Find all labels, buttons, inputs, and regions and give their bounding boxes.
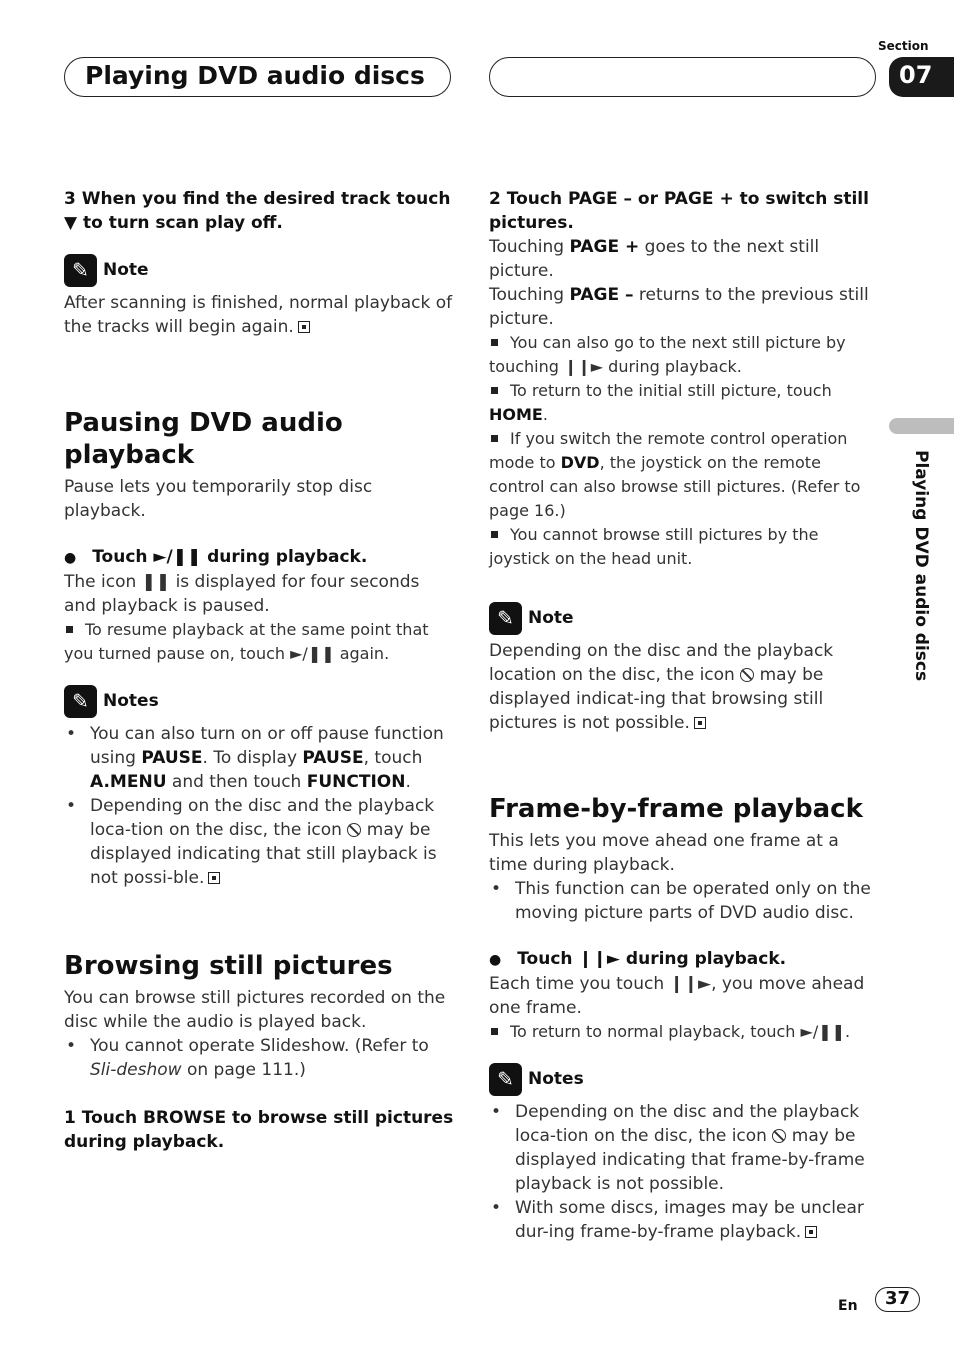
step-1: 1 Touch BROWSE to browse still pictures during playback. — [64, 1108, 454, 1152]
pause-description: The icon ❚❚ is displayed for four seconds and playback is paused. — [64, 572, 420, 616]
prohibited-icon — [740, 668, 754, 682]
heading-frame: Frame-by-frame playback — [489, 794, 863, 824]
notes-bullet-still: • Depending on the disc and the playback loca-tion on the disc, the icon may be displayed indicating that still playback is not possi-ble. — [64, 794, 456, 890]
tip-next-picture: You can also go to the next still picture by touching ❙❙► during playback. — [489, 333, 846, 376]
square-bullet-icon — [66, 626, 73, 633]
pencil-icon: ✎ — [64, 685, 97, 718]
pencil-icon: ✎ — [489, 1063, 522, 1096]
note-browse-text: Depending on the disc and the playback location on the disc, the icon may be displayed indicat-ing that browsing still pictures is not possible. — [489, 641, 834, 733]
pause-step: ● Touch ►/❚❚ during playback. — [64, 545, 456, 570]
square-bullet-icon — [491, 1028, 498, 1035]
heading-browsing: Browsing still pictures — [64, 951, 393, 981]
end-mark-icon — [208, 872, 220, 884]
notes-bullet-pause: • You can also turn on or off pause function using PAUSE. To display PAUSE, touch A.MENU and then touch FUNCTION. — [64, 722, 456, 794]
end-mark-icon — [298, 321, 310, 333]
heading-pausing: Pausing DVD audio playback — [64, 408, 343, 470]
page-number: 37 — [875, 1287, 920, 1312]
frame-bullet: • This function can be operated only on the moving picture parts of DVD audio disc. — [489, 877, 881, 925]
notes-label: Notes — [103, 691, 159, 711]
page-plus-text: Touching PAGE + goes to the next still picture. — [489, 237, 820, 281]
tip-home: To return to the initial still picture, touch HOME. — [489, 381, 832, 424]
header-empty-box — [489, 57, 876, 97]
section-label: Section — [878, 39, 929, 53]
note-label: Note — [528, 608, 574, 628]
note-text: After scanning is finished, normal playback of the tracks will begin again. — [64, 293, 453, 337]
end-mark-icon — [694, 717, 706, 729]
section-number-box — [889, 57, 954, 97]
section-number: 07 — [899, 61, 933, 89]
square-bullet-icon — [491, 435, 498, 442]
right-column — [489, 187, 881, 1244]
notes-header — [489, 1062, 881, 1096]
frame-intro: This lets you move ahead one frame at a time during playback. — [489, 831, 839, 875]
frame-tip: To return to normal playback, touch ►/❚❚. — [489, 1020, 881, 1044]
square-bullet-icon — [491, 531, 498, 538]
browse-bullet: • You cannot operate Slideshow. (Refer to Sli-deshow on page 111.) — [64, 1034, 456, 1082]
notes-bullet-unclear: • With some discs, images may be unclear dur-ing frame-by-frame playback. — [489, 1196, 881, 1244]
note-label: Note — [103, 260, 149, 280]
square-bullet-icon — [491, 387, 498, 394]
notes-bullet-frame: • Depending on the disc and the playback loca-tion on the disc, the icon may be displayed indicating that frame-by-frame playback is not possible. — [489, 1100, 881, 1196]
pencil-icon: ✎ — [489, 602, 522, 635]
chapter-title-box — [64, 57, 451, 97]
browse-intro: You can browse still pictures recorded on the disc while the audio is played back. — [64, 988, 446, 1032]
side-tab-marker — [889, 418, 954, 434]
frame-step: ● Touch ❙❙► during playback. — [489, 947, 881, 972]
pencil-icon: ✎ — [64, 254, 97, 287]
pause-tip: To resume playback at the same point that you turned pause on, touch ►/❚❚ again. — [64, 620, 429, 663]
note-header — [64, 253, 456, 287]
step-2: 2 Touch PAGE – or PAGE + to switch still pictures. — [489, 189, 869, 233]
frame-description: Each time you touch ❙❙►, you move ahead one frame. — [489, 974, 865, 1018]
prohibited-icon — [772, 1129, 786, 1143]
tip-joystick: You cannot browse still pictures by the joystick on the head unit. — [489, 525, 819, 568]
notes-header — [64, 684, 456, 718]
end-mark-icon — [805, 1226, 817, 1238]
notes-label: Notes — [528, 1069, 584, 1089]
prohibited-icon — [347, 823, 361, 837]
step-3: 3 When you find the desired track touch ▼ to turn scan play off. — [64, 189, 451, 233]
language-label: En — [838, 1298, 858, 1314]
side-tab-label: Playing DVD audio discs — [911, 450, 931, 682]
left-column — [64, 187, 456, 1154]
note-header — [489, 601, 881, 635]
square-bullet-icon — [491, 339, 498, 346]
page-minus-text: Touching PAGE – returns to the previous still picture. — [489, 285, 869, 329]
chapter-title: Playing DVD audio discs — [85, 61, 425, 90]
pause-intro: Pause lets you temporarily stop disc playback. — [64, 477, 373, 521]
tip-remote: If you switch the remote control operation mode to DVD, the joystick on the remote control can also browse still pictures. (Refer to page 16.) — [489, 429, 861, 520]
